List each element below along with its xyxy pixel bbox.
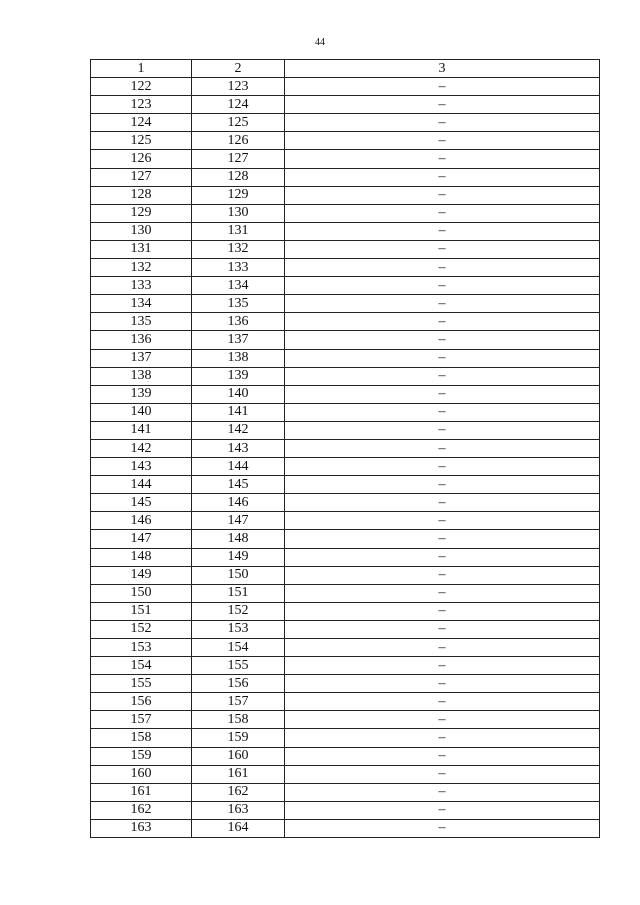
table-row	[91, 277, 600, 295]
table-cell-col-3: –	[285, 367, 600, 385]
table-cell-col-2: 127	[192, 150, 285, 168]
table-cell-col-3: –	[285, 259, 600, 277]
table-row	[91, 78, 600, 96]
table-cell-col-2: 144	[192, 458, 285, 476]
table-body	[91, 78, 600, 838]
table-row	[91, 204, 600, 222]
table-cell-col-3: –	[285, 566, 600, 584]
table-cell-col-3: –	[285, 295, 600, 313]
table-cell-col-3: –	[285, 458, 600, 476]
table-cell-col-1: 162	[91, 801, 192, 819]
table-cell-col-3: –	[285, 711, 600, 729]
table-cell-col-3: –	[285, 132, 600, 150]
table-cell-col-2: 129	[192, 186, 285, 204]
table-cell-col-1: 139	[91, 385, 192, 403]
table-cell-col-1: 152	[91, 620, 192, 638]
table-cell-col-3: –	[285, 602, 600, 620]
table-row	[91, 530, 600, 548]
table-cell-col-2: 164	[192, 819, 285, 837]
table-cell-col-3: –	[285, 403, 600, 421]
table-cell-col-2: 161	[192, 765, 285, 783]
table-row	[91, 657, 600, 675]
table-cell-col-2: 157	[192, 693, 285, 711]
table-cell-col-1: 135	[91, 313, 192, 331]
table-cell-col-3: –	[285, 349, 600, 367]
table-cell-col-2: 137	[192, 331, 285, 349]
table-row	[91, 693, 600, 711]
table-cell-col-1: 137	[91, 349, 192, 367]
data-table	[90, 59, 600, 838]
table-row	[91, 385, 600, 403]
column-header-1: 1	[91, 60, 192, 78]
table-cell-col-2: 125	[192, 114, 285, 132]
table-row	[91, 801, 600, 819]
table-cell-col-1: 142	[91, 439, 192, 457]
table-row	[91, 819, 600, 837]
table-cell-col-1: 154	[91, 657, 192, 675]
table-row	[91, 114, 600, 132]
table-row	[91, 349, 600, 367]
table-row	[91, 765, 600, 783]
table-cell-col-1: 159	[91, 747, 192, 765]
table-cell-col-1: 150	[91, 584, 192, 602]
table-cell-col-2: 145	[192, 476, 285, 494]
table-row	[91, 439, 600, 457]
table-cell-col-1: 132	[91, 259, 192, 277]
table-cell-col-3: –	[285, 783, 600, 801]
table-cell-col-2: 149	[192, 548, 285, 566]
table-cell-col-3: –	[285, 222, 600, 240]
table-cell-col-3: –	[285, 657, 600, 675]
table-cell-col-2: 130	[192, 204, 285, 222]
table-cell-col-3: –	[285, 277, 600, 295]
table-cell-col-2: 153	[192, 620, 285, 638]
table-cell-col-3: –	[285, 548, 600, 566]
table-cell-col-2: 152	[192, 602, 285, 620]
table-cell-col-1: 155	[91, 675, 192, 693]
table-cell-col-1: 146	[91, 512, 192, 530]
table-cell-col-2: 154	[192, 639, 285, 657]
table-cell-col-3: –	[285, 819, 600, 837]
table-cell-col-1: 160	[91, 765, 192, 783]
table-cell-col-1: 145	[91, 494, 192, 512]
table-row	[91, 403, 600, 421]
table-cell-col-3: –	[285, 439, 600, 457]
table-cell-col-2: 126	[192, 132, 285, 150]
table-cell-col-1: 140	[91, 403, 192, 421]
table-cell-col-3: –	[285, 476, 600, 494]
table-cell-col-2: 141	[192, 403, 285, 421]
table-row	[91, 421, 600, 439]
table-row	[91, 675, 600, 693]
column-header-3: 3	[285, 60, 600, 78]
table-cell-col-3: –	[285, 801, 600, 819]
table-cell-col-1: 158	[91, 729, 192, 747]
table-cell-col-3: –	[285, 620, 600, 638]
table-cell-col-3: –	[285, 78, 600, 96]
table-cell-col-2: 131	[192, 222, 285, 240]
table-cell-col-1: 130	[91, 222, 192, 240]
table-cell-col-1: 125	[91, 132, 192, 150]
table-row	[91, 295, 600, 313]
table-cell-col-3: –	[285, 693, 600, 711]
table-row	[91, 240, 600, 258]
table-cell-col-2: 160	[192, 747, 285, 765]
table-cell-col-3: –	[285, 765, 600, 783]
table-cell-col-3: –	[285, 313, 600, 331]
table-row	[91, 222, 600, 240]
table-cell-col-2: 150	[192, 566, 285, 584]
table-row	[91, 584, 600, 602]
table-row	[91, 458, 600, 476]
table-cell-col-3: –	[285, 729, 600, 747]
table-row	[91, 259, 600, 277]
table-cell-col-1: 147	[91, 530, 192, 548]
table-cell-col-3: –	[285, 639, 600, 657]
table-cell-col-3: –	[285, 584, 600, 602]
table-cell-col-1: 122	[91, 78, 192, 96]
table-cell-col-3: –	[285, 186, 600, 204]
table-cell-col-3: –	[285, 168, 600, 186]
table-cell-col-3: –	[285, 385, 600, 403]
table-cell-col-1: 141	[91, 421, 192, 439]
table-cell-col-2: 156	[192, 675, 285, 693]
table-row	[91, 132, 600, 150]
table-cell-col-2: 142	[192, 421, 285, 439]
table-cell-col-1: 149	[91, 566, 192, 584]
table-row	[91, 639, 600, 657]
table-cell-col-3: –	[285, 150, 600, 168]
table-row	[91, 150, 600, 168]
table-row	[91, 313, 600, 331]
table-cell-col-1: 134	[91, 295, 192, 313]
table-cell-col-2: 158	[192, 711, 285, 729]
table-cell-col-1: 124	[91, 114, 192, 132]
table-cell-col-2: 134	[192, 277, 285, 295]
table-cell-col-1: 157	[91, 711, 192, 729]
table-cell-col-2: 135	[192, 295, 285, 313]
table-cell-col-2: 146	[192, 494, 285, 512]
table-cell-col-2: 147	[192, 512, 285, 530]
table-cell-col-2: 128	[192, 168, 285, 186]
table-row	[91, 747, 600, 765]
table-cell-col-2: 133	[192, 259, 285, 277]
table-cell-col-2: 139	[192, 367, 285, 385]
table-cell-col-2: 136	[192, 313, 285, 331]
table-row	[91, 711, 600, 729]
table-cell-col-1: 123	[91, 96, 192, 114]
table-cell-col-1: 148	[91, 548, 192, 566]
table-cell-col-1: 144	[91, 476, 192, 494]
table-cell-col-3: –	[285, 747, 600, 765]
table-cell-col-1: 161	[91, 783, 192, 801]
table-cell-col-1: 156	[91, 693, 192, 711]
table-row	[91, 512, 600, 530]
table-cell-col-1: 163	[91, 819, 192, 837]
table-cell-col-2: 159	[192, 729, 285, 747]
table-cell-col-2: 155	[192, 657, 285, 675]
page-number: 44	[315, 37, 325, 48]
table-cell-col-3: –	[285, 675, 600, 693]
table-row	[91, 783, 600, 801]
table-cell-col-3: –	[285, 530, 600, 548]
table-cell-col-2: 132	[192, 240, 285, 258]
table-cell-col-2: 148	[192, 530, 285, 548]
table-cell-col-2: 124	[192, 96, 285, 114]
table-row	[91, 186, 600, 204]
table-cell-col-1: 128	[91, 186, 192, 204]
table-cell-col-1: 151	[91, 602, 192, 620]
header-row	[91, 60, 600, 78]
table-row	[91, 548, 600, 566]
table-cell-col-1: 143	[91, 458, 192, 476]
table-row	[91, 620, 600, 638]
table-cell-col-1: 129	[91, 204, 192, 222]
table-cell-col-3: –	[285, 204, 600, 222]
table-header	[91, 60, 600, 78]
table-cell-col-1: 126	[91, 150, 192, 168]
table-cell-col-2: 163	[192, 801, 285, 819]
table-cell-col-1: 136	[91, 331, 192, 349]
table-cell-col-1: 131	[91, 240, 192, 258]
table-cell-col-1: 153	[91, 639, 192, 657]
table-cell-col-3: –	[285, 114, 600, 132]
table-cell-col-1: 127	[91, 168, 192, 186]
table-row	[91, 168, 600, 186]
table-row	[91, 96, 600, 114]
table-cell-col-2: 138	[192, 349, 285, 367]
table-cell-col-1: 133	[91, 277, 192, 295]
table-cell-col-3: –	[285, 331, 600, 349]
table-row	[91, 494, 600, 512]
table-row	[91, 602, 600, 620]
table-cell-col-3: –	[285, 96, 600, 114]
table-cell-col-2: 162	[192, 783, 285, 801]
table-cell-col-3: –	[285, 494, 600, 512]
table-cell-col-2: 151	[192, 584, 285, 602]
table-cell-col-3: –	[285, 240, 600, 258]
table-cell-col-2: 123	[192, 78, 285, 96]
table-row	[91, 331, 600, 349]
table-row	[91, 566, 600, 584]
table-cell-col-3: –	[285, 421, 600, 439]
table-row	[91, 729, 600, 747]
column-header-2: 2	[192, 60, 285, 78]
table-cell-col-2: 143	[192, 439, 285, 457]
table-row	[91, 367, 600, 385]
table-cell-col-3: –	[285, 512, 600, 530]
table-cell-col-2: 140	[192, 385, 285, 403]
table-cell-col-1: 138	[91, 367, 192, 385]
table-row	[91, 476, 600, 494]
